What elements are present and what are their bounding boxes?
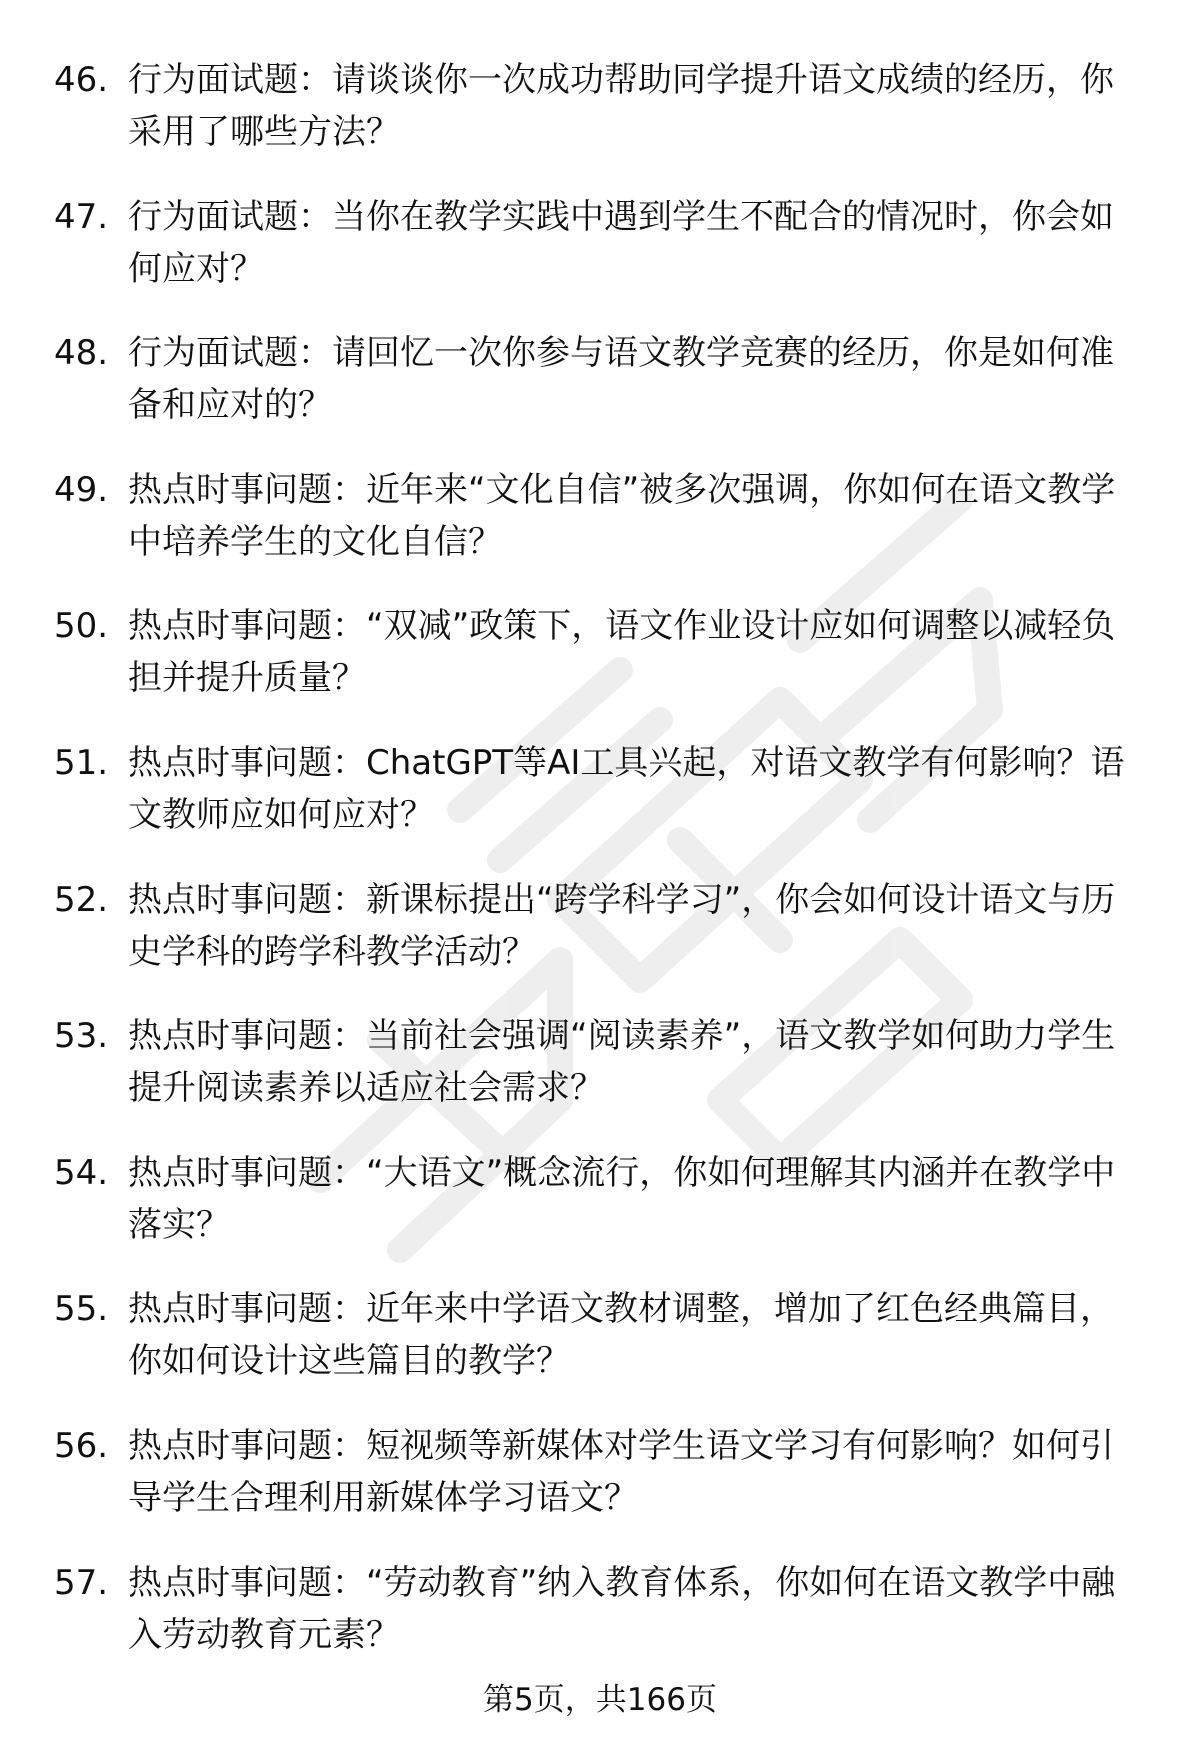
list-item — [54, 191, 1144, 295]
question-number: 48. — [54, 333, 109, 374]
question-number: 51. — [54, 742, 109, 783]
list-item — [54, 1557, 1144, 1661]
question-list — [54, 54, 1144, 1693]
question-number: 57. — [54, 1562, 109, 1603]
question-text: 热点时事问题：当前社会强调“阅读素养”，语文教学如何助力学生提升阅读素养以适应社会需求？ — [128, 1016, 1116, 1109]
question-number: 55. — [54, 1289, 109, 1330]
question-number: 49. — [54, 469, 109, 510]
question-number: 54. — [54, 1152, 109, 1193]
question-text: 热点时事问题：“大语文”概念流行，你如何理解其内涵并在教学中落实？ — [128, 1152, 1116, 1245]
list-item — [54, 1283, 1144, 1387]
question-number: 52. — [54, 879, 109, 920]
question-text: 热点时事问题：ChatGPT等AI工具兴起，对语文教学有何影响？语文教师应如何应对？ — [128, 742, 1125, 835]
question-text: 热点时事问题：“劳动教育”纳入教育体系，你如何在语文教学中融入劳动教育元素？ — [128, 1562, 1116, 1655]
list-item — [54, 464, 1144, 568]
question-text: 行为面试题：当你在教学实践中遇到学生不配合的情况时，你会如何应对？ — [128, 196, 1114, 289]
question-number: 47. — [54, 196, 109, 237]
list-item — [54, 600, 1144, 704]
list-item — [54, 874, 1144, 978]
question-number: 50. — [54, 606, 109, 647]
list-item — [54, 1147, 1144, 1251]
list-item — [54, 54, 1144, 158]
list-item — [54, 737, 1144, 841]
question-text: 热点时事问题：“双减”政策下，语文作业设计应如何调整以减轻负担并提升质量？ — [128, 606, 1116, 699]
list-item — [54, 1420, 1144, 1524]
question-text: 行为面试题：请谈谈你一次成功帮助同学提升语文成绩的经历，你采用了哪些方法？ — [128, 60, 1114, 152]
list-item — [54, 327, 1144, 431]
question-text: 行为面试题：请回忆一次你参与语文教学竞赛的经历，你是如何准备和应对的？ — [128, 333, 1114, 426]
question-text: 热点时事问题：近年来“文化自信”被多次强调，你如何在语文教学中培养学生的文化自信？ — [128, 469, 1116, 562]
question-number: 53. — [54, 1016, 109, 1057]
question-text: 热点时事问题：近年来中学语文教材调整，增加了红色经典篇目，你如何设计这些篇目的教学？ — [128, 1289, 1114, 1382]
question-text: 热点时事问题：新课标提出“跨学科学习”，你会如何设计语文与历史学科的跨学科教学活动？ — [128, 879, 1116, 972]
question-number: 56. — [54, 1425, 109, 1466]
list-item — [54, 1010, 1144, 1114]
question-number: 46. — [54, 60, 109, 100]
question-text: 热点时事问题：短视频等新媒体对学生语文学习有何影响？如何引导学生合理利用新媒体学习语文？ — [128, 1425, 1114, 1518]
page-footer: 第5页，共166页 — [483, 1682, 717, 1718]
